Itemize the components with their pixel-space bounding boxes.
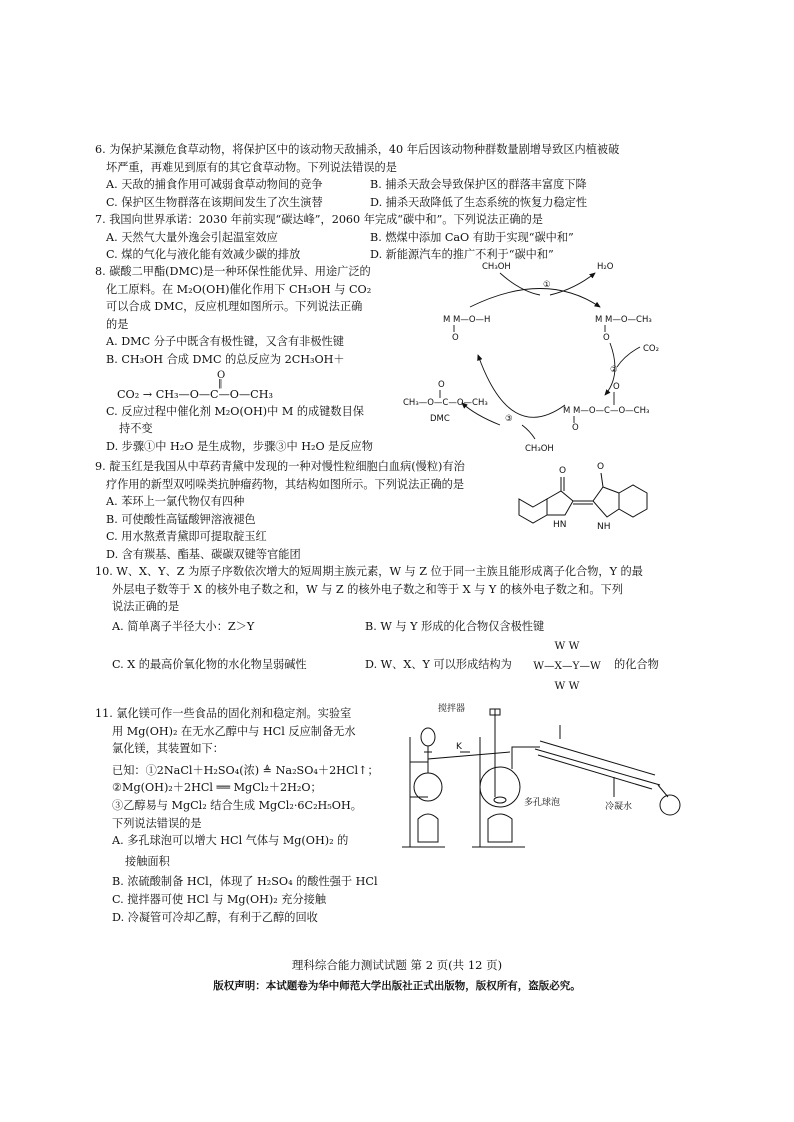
left-benzene-ring [519, 499, 547, 523]
q7-stem: 7. 我国向世界承诺：2030 年前实现“碳达峰”，2060 年完成“碳中和”。下列说法正确的是 [95, 213, 543, 226]
diagram-dmc-label: DMC [430, 414, 450, 424]
q11-option-c: C. 搅拌器可使 HCl 与 Mg(OH)₂ 充分接触 [112, 892, 327, 906]
diagram-h2o-out [550, 273, 595, 295]
condenser-outer-bottom [538, 755, 652, 789]
q10-struct-bot: W W [554, 680, 580, 692]
q10-option-a: A. 简单离子半径大小：Z＞Y [112, 619, 255, 633]
q9-option-b: B. 可使酸性高锰酸钾溶液褪色 [106, 512, 256, 526]
q10-option-d-pre: D. W、X、Y 可以形成结构为 [365, 658, 512, 671]
q8-option-a: A. DMC 分子中既含有极性键，又含有非极性键 [106, 335, 344, 349]
right-carbonyl [601, 473, 603, 487]
right-five-ring [593, 487, 619, 517]
q11-option-a-line1: A. 多孔球泡可以增大 HCl 气体与 Mg(OH)₂ 的 [112, 834, 349, 848]
q8-stem-line4: 的是 [106, 317, 129, 331]
q11-known-2: ②Mg(OH)₂＋2HCl ══ MgCl₂＋2H₂O； [112, 781, 322, 795]
q11-ask: 下列说法错误的是 [112, 816, 202, 830]
diagram-ch3oh-bottom: CH₃OH [525, 444, 554, 454]
q9-indirubin-structure [515, 455, 670, 550]
q11-stem-line3: 氯化镁，其装置如下： [112, 742, 224, 756]
diagram-bottom-o: O [572, 423, 579, 433]
dropping-funnel [421, 728, 435, 746]
q8-option-b-line1: B. CH₃OH 合成 DMC 的总反应为 2CH₃OH＋ [106, 352, 345, 366]
diagram-left-o: O [452, 333, 459, 343]
left-burner [418, 814, 438, 842]
diagram-right-o: O [603, 333, 610, 343]
q11-apparatus-diagram [400, 697, 690, 862]
left-five-ring [547, 491, 573, 515]
q8-option-b-line2: CO₂ → CH₃—O—C—O—CH₃ [117, 387, 273, 401]
q6-option-c: C. 保护区生物群落在该期间发生了次生演替 [106, 195, 323, 209]
condenser-inner [535, 749, 660, 785]
porous-bubbler [494, 797, 506, 803]
q10-stem-line1: 10. W、X、Y、Z 为原子序数依次增大的短周期主族元素，W 与 Z 位于同一主族且能形成离子化合物，Y 的最 [95, 565, 643, 578]
diagram-step1: ① [543, 280, 551, 290]
q9-stem-line2: 疗作用的新型双吲哚类抗肿瘤药物，其结构如图所示。下列说法正确的是 [106, 477, 465, 491]
q10-struct-top: W W [554, 640, 580, 652]
diagram-arc-step3 [478, 355, 565, 417]
question-6 [95, 141, 705, 211]
q7-option-a: A. 天然气大量外逸会引起温室效应 [106, 230, 278, 244]
q11-known-1: 已知：①2NaCl＋H₂SO₄(浓) ≜ Na₂SO₄＋2HCl↑； [112, 763, 379, 777]
diagram-dmc-structure: CH₃—O—C—O—CH₃ [403, 398, 488, 408]
label-valve-k: K [456, 742, 462, 752]
condenser-outer-top [540, 741, 655, 775]
q9-option-c: C. 用水熬煮青黛即可提取靛玉红 [106, 530, 267, 544]
diagram-arc-step1 [470, 289, 600, 308]
q10-stem-line2: 外层电子数等于 X 的核外电子数之和，W 与 Z 的核外电子数之和等于 X 与 Y 的核外电子数之和。下列 [112, 582, 623, 596]
label-cooling-water: 冷凝水 [605, 802, 633, 812]
q8-option-d: D. 步骤①中 H₂O 是生成物，步骤③中 H₂O 是反应物 [106, 439, 373, 453]
q8-stem-line1: 8. 碳酸二甲酯(DMC)是一种环保性能优异、用途广泛的 [95, 265, 371, 278]
diagram-ch3oh-top: CH₃OH [482, 262, 511, 272]
q8-option-c-line2: 持不变 [119, 422, 153, 436]
diagram-right-intermediate: M M—O—CH₃ [595, 315, 652, 325]
diagram-ch3oh-in [500, 273, 540, 295]
delivery-tube [428, 752, 510, 773]
q11-option-b: B. 浓硫酸制备 HCl，体现了 H₂SO₄ 的酸性强于 HCl [112, 875, 378, 889]
q10-stem-line3: 说法正确的是 [112, 600, 180, 614]
question-9 [95, 458, 535, 564]
diagram-bottom-carbonyl: O [613, 382, 620, 392]
diagram-co2-in [617, 347, 640, 367]
struct-o2: O [597, 462, 605, 472]
q8-option-c-line1: C. 反应过程中催化剂 M₂O(OH)中 M 的成键数目保 [106, 404, 364, 418]
struct-nh: NH [597, 522, 611, 532]
q8-mechanism-diagram [400, 255, 690, 455]
diagram-left-catalyst: M M—O—H [443, 315, 491, 325]
question-10 [95, 563, 705, 635]
q11-option-a-line2: 接触面积 [125, 854, 170, 868]
diagram-co2: CO₂ [643, 344, 660, 354]
q11-option-d: D. 冷凝管可冷却乙醇，有利于乙醇的回收 [112, 910, 318, 924]
diagram-step2: ② [610, 365, 618, 375]
receiving-flask [660, 795, 680, 815]
q6-option-b: B. 捕杀天敌会导致保护区的群落丰富度下降 [370, 178, 587, 192]
q6-stem-line1: 6. 为保护某濒危食草动物，将保护区中的该动物天敌捕杀，40 年后因该动物种群数量剧增导致区内植被破 [95, 143, 620, 156]
q8-stem-line3: 可以合成 DMC，反应机理如图所示。下列说法正确 [106, 300, 363, 314]
q10-option-d-post: 的化合物 [614, 658, 659, 671]
label-porous-bubbler: 多孔球泡 [524, 798, 561, 808]
q7-option-d: D. 新能源汽车的推广不利于“碳中和” [370, 248, 554, 262]
label-stirrer: 搅拌器 [438, 704, 466, 714]
question-8 [95, 263, 395, 455]
page-footer: 理科综合能力测试试题 第 2 页(共 12 页) [291, 958, 503, 972]
diagram-ch3oh-bottom-in [522, 425, 535, 439]
q10-struct-mid: W—X—Y—W [533, 660, 601, 672]
diagram-h2o: H₂O [597, 262, 614, 272]
q8-b-carbonyl-o: O [217, 369, 226, 381]
q8-stem-line2: 化工原料。在 M₂O(OH)催化作用下 CH₃OH 与 CO₂ [106, 282, 372, 296]
q9-option-a: A. 苯环上一氯代物仅有四种 [106, 495, 245, 509]
diagram-bottom-intermediate: M M—O—C—O—CH₃ [563, 406, 650, 416]
q11-stem-line2: 用 Mg(OH)₂ 在无水乙醇中与 HCl 反应制备无水 [112, 724, 356, 738]
struct-hn: HN [553, 520, 567, 530]
three-neck-flask [480, 767, 520, 807]
q10-option-b: B. W 与 Y 形成的化合物仅含极性键 [365, 619, 545, 633]
struct-o1: O [559, 466, 567, 476]
q6-option-d: D. 捕杀天敌降低了生态系统的恢复力稳定性 [370, 195, 588, 209]
q7-option-b: B. 燃煤中添加 CaO 有助于实现“碳中和” [370, 230, 574, 244]
diagram-dmc-o: O [438, 380, 445, 390]
right-burner [488, 814, 512, 842]
q8-b-carbonyl-bond: ‖ [218, 378, 223, 389]
q6-option-a: A. 天敌的捕食作用可减弱食草动物间的竞争 [106, 178, 323, 192]
q10-d-structure [522, 636, 612, 696]
q6-stem-line2: 坏严重，再难见到原有的其它食草动物。下列说法错误的是 [106, 160, 397, 174]
q7-option-c: C. 煤的气化与液化能有效减少碳的排放 [106, 248, 301, 262]
q10-option-c: C. X 的最高价氧化物的水化物呈弱碱性 [112, 658, 307, 671]
q9-stem-line1: 9. 靛玉红是我国从中草药青黛中发现的一种对慢性粒细胞白血病(慢粒)有治 [95, 460, 465, 473]
q11-known-3: ③乙醇易与 MgCl₂ 结合生成 MgCl₂·6C₂H₅OH。 [112, 798, 362, 812]
q11-stem-line1: 11. 氯化镁可作一些食品的固化剂和稳定剂。实验室 [95, 707, 352, 720]
question-11 [95, 705, 395, 926]
right-benzene-ring [619, 485, 647, 517]
diagram-step3: ③ [505, 414, 513, 424]
q9-option-d: D. 含有羰基、酯基、碳碳双键等官能团 [106, 547, 301, 561]
copyright-notice: 版权声明：本试题卷为华中师范大学出版社正式出版物，版权所有，盗版必究。 [213, 980, 581, 992]
